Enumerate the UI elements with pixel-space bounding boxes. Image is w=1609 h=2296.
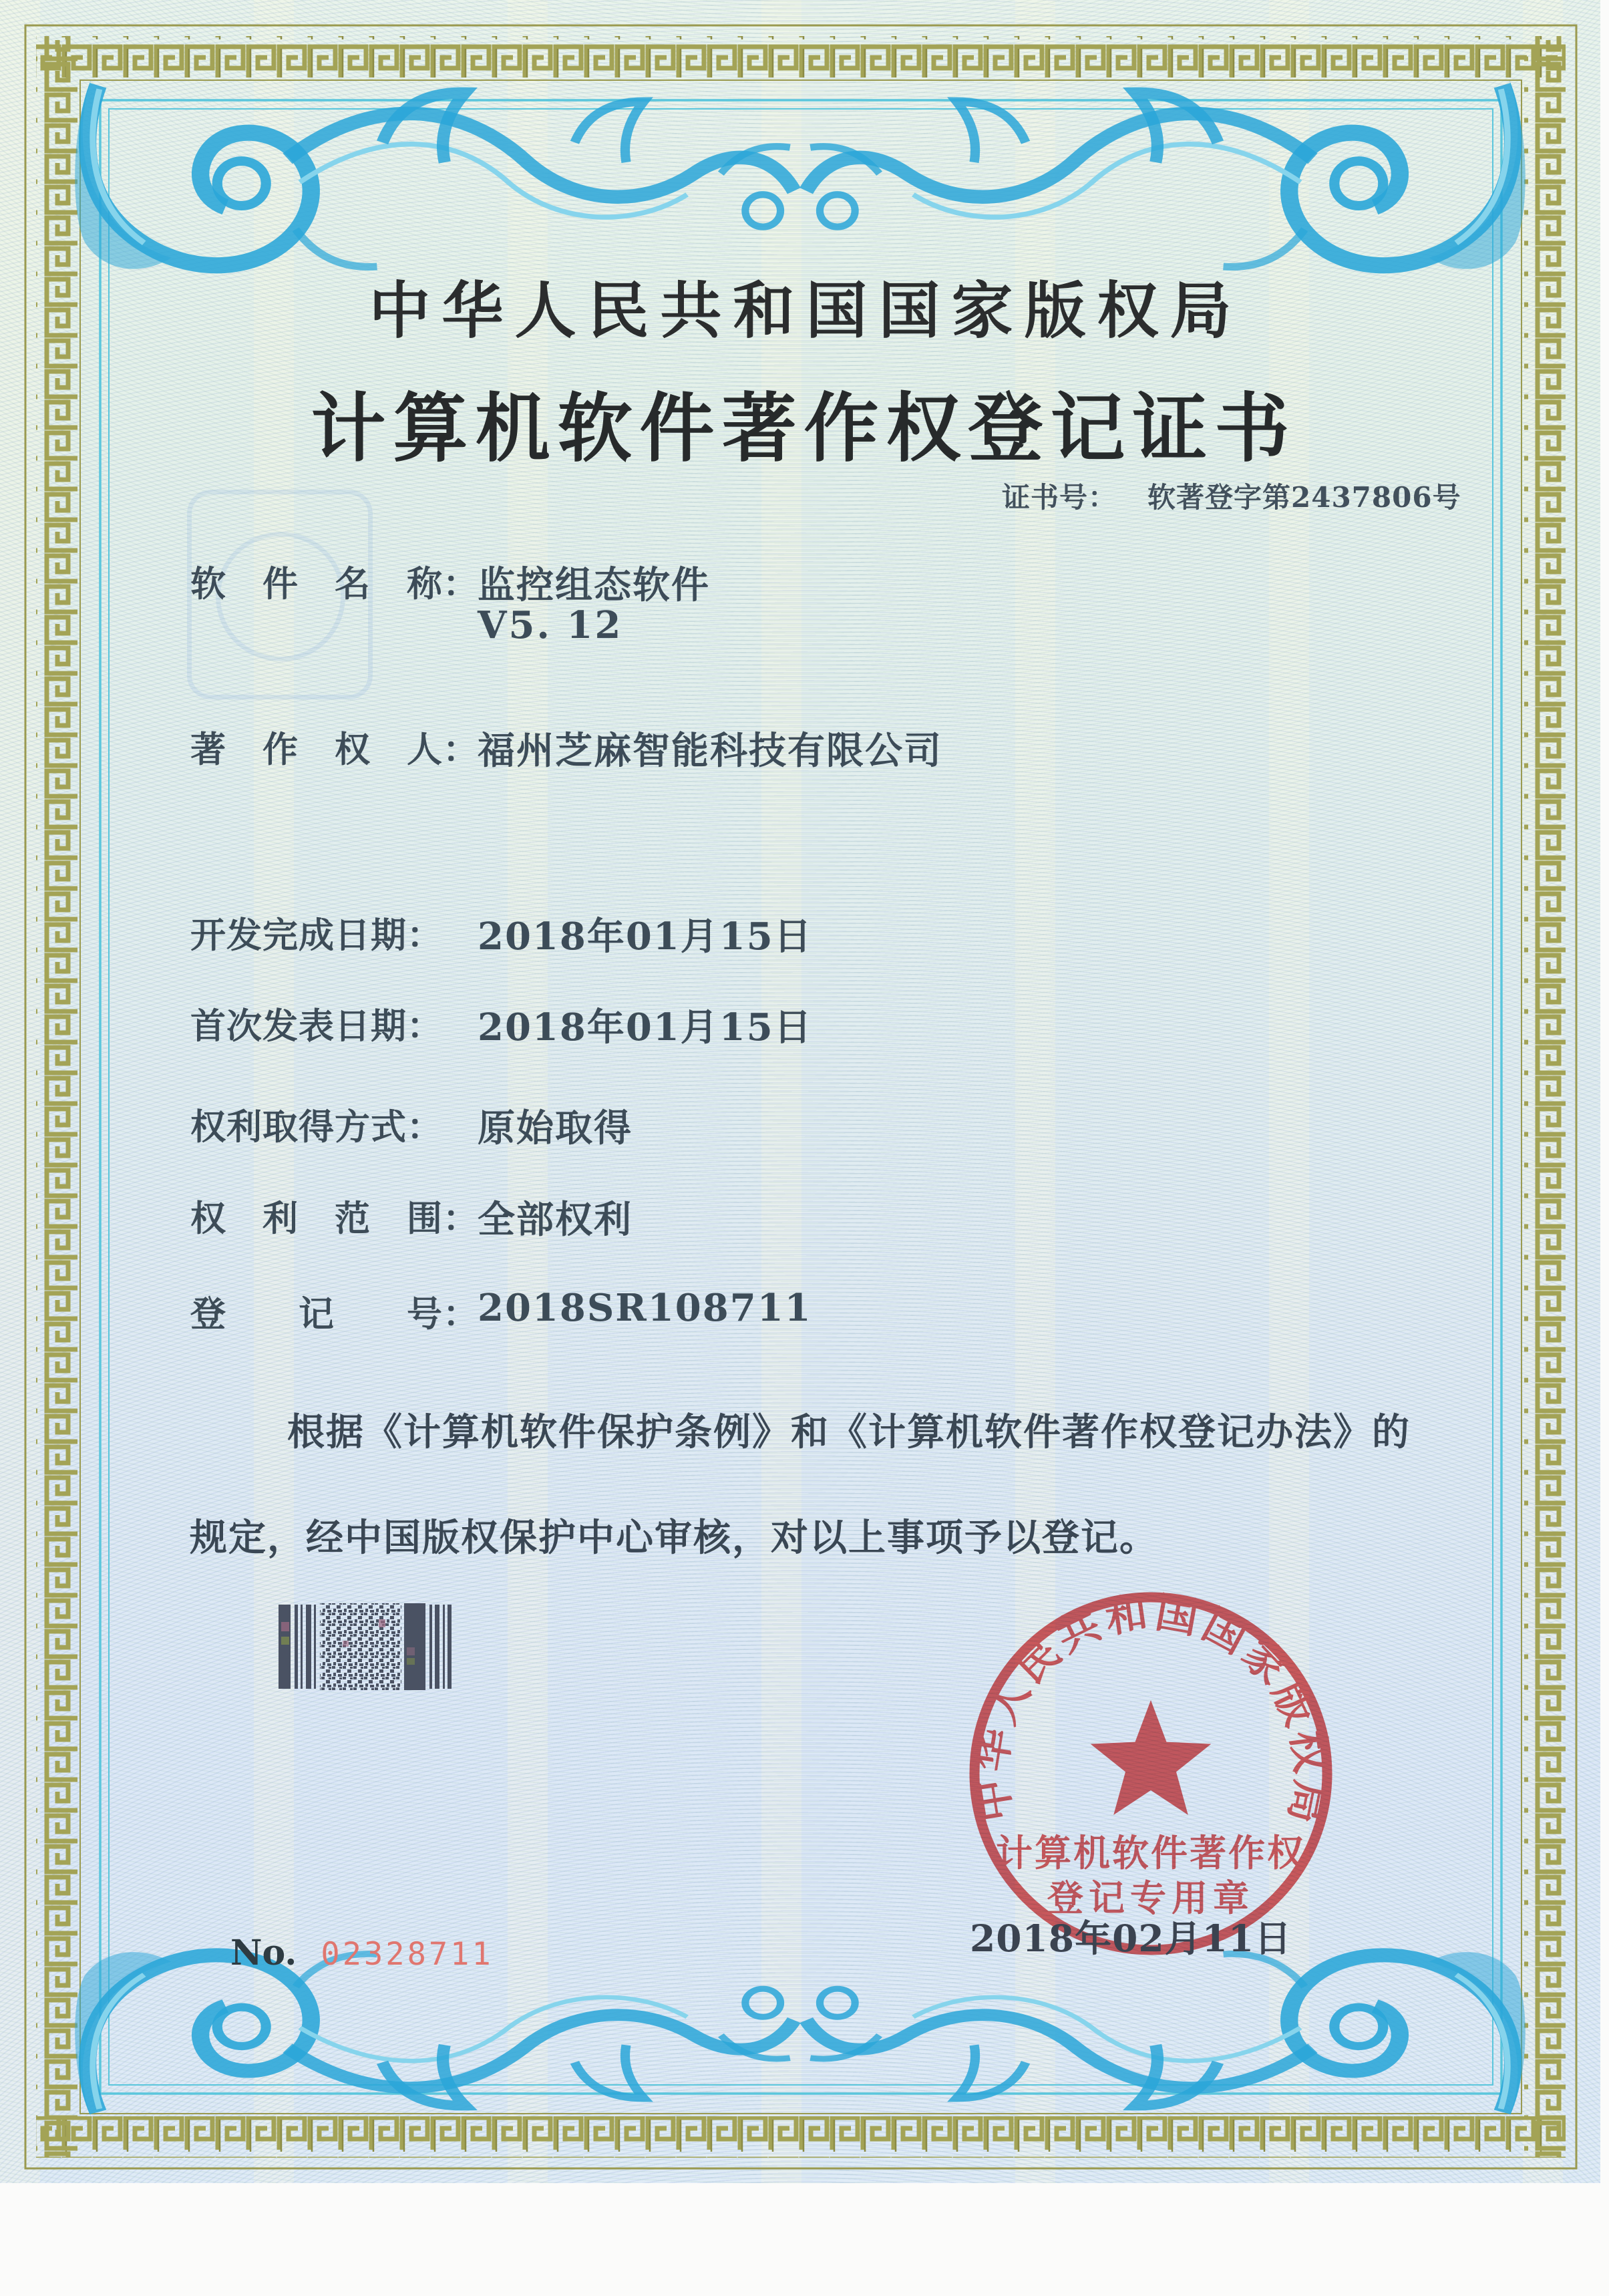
field-value: 福州芝麻智能科技有限公司 bbox=[478, 729, 942, 773]
field-value: 全部权利 bbox=[478, 1198, 633, 1242]
seal-line-2: 登记专用章 bbox=[1047, 1876, 1254, 1919]
statement-line-2: 规定，经中国版权保护中心审核，对以上事项予以登记。 bbox=[190, 1516, 1158, 1560]
certificate-number-line bbox=[1002, 476, 1461, 516]
seal-line-1: 计算机软件著作权 bbox=[995, 1831, 1306, 1874]
top-right-scroll bbox=[806, 79, 1526, 269]
field-row-software-name bbox=[190, 556, 710, 607]
field-row-copyright-owner bbox=[190, 721, 942, 773]
top-left-scroll bbox=[75, 79, 794, 269]
field-value: 2018年01月15日 bbox=[478, 915, 813, 959]
barcode bbox=[279, 1602, 454, 1691]
field-row-dev-complete-date bbox=[190, 907, 813, 959]
field-row-registration-number bbox=[190, 1286, 812, 1337]
field-label: 权 利 范 围： bbox=[190, 1198, 479, 1239]
bottom-right-scroll bbox=[806, 1952, 1526, 2118]
field-value: 原始取得 bbox=[478, 1106, 633, 1150]
field-value: 2018年01月15日 bbox=[478, 1005, 813, 1049]
field-label: 著 作 权 人： bbox=[190, 729, 479, 770]
seal-ring-text: 中华人民共和国国家版权局 bbox=[965, 1587, 1337, 1832]
bottom-left-scroll bbox=[75, 1952, 794, 2118]
seal-star-icon bbox=[1091, 1700, 1212, 1815]
serial-number: 02328711 bbox=[321, 1936, 494, 1973]
certificate-title: 计算机软件著作权登记证书 bbox=[311, 385, 1297, 472]
field-label: 首次发表日期： bbox=[190, 1005, 443, 1047]
statement-line-1: 根据《计算机软件保护条例》和《计算机软件著作权登记办法》的 bbox=[287, 1410, 1411, 1454]
field-row-first-publish-date bbox=[190, 998, 813, 1049]
field-value: 监控组态软件 bbox=[478, 563, 710, 607]
certificate-number-label: 证书号： bbox=[1002, 481, 1117, 514]
field-label: 开发完成日期： bbox=[190, 915, 443, 956]
seal-date: 2018年02月11日 bbox=[970, 1917, 1292, 1960]
certificate-number-value: 软著登字第2437806号 bbox=[1147, 481, 1461, 514]
field-label: 软 件 名 称： bbox=[190, 563, 479, 605]
serial-number-line bbox=[230, 1933, 494, 1973]
authority-title: 中华人民共和国国家版权局 bbox=[369, 275, 1243, 347]
software-version: V5. 12 bbox=[478, 603, 623, 647]
field-row-rights-acquisition bbox=[190, 1099, 633, 1150]
field-label: 权利取得方式： bbox=[190, 1106, 443, 1148]
field-row-rights-scope bbox=[190, 1190, 633, 1242]
field-value: 2018SR108711 bbox=[478, 1286, 812, 1330]
field-label: 登 记 号： bbox=[190, 1293, 479, 1335]
serial-label: No. bbox=[230, 1933, 297, 1973]
